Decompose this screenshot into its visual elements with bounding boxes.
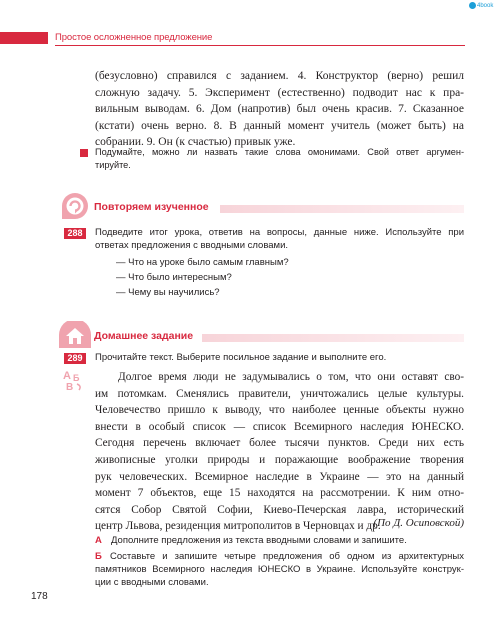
logo-dot-icon — [469, 2, 476, 9]
task-b-label: Б — [95, 551, 102, 562]
text-line: Человечество пришло к выводу, что наиболее ценные объекты нужно — [95, 404, 464, 417]
think-task-text — [95, 146, 464, 172]
question-item: — Что на уроке было самым главным? — [116, 257, 289, 268]
text-line: сятся Собор Святой Софии, Киево-Печерская лавра, исторический — [95, 503, 464, 516]
text-line: Долгое время люди не задумывались о том, что они оставят сво- — [118, 371, 464, 383]
review-section-title: Повторяем изученное — [94, 201, 209, 213]
question-item: — Чему вы научились? — [116, 287, 220, 298]
header-rule — [55, 45, 465, 46]
text-line: момент 7 объектов, еще 15 находятся на рассмотрении. К ним отно- — [95, 487, 464, 500]
text-line: Подведите итог урока, ответив на вопросы, данные ниже. Используйте при — [95, 227, 464, 238]
text-line: Сегодня перечень включает более тысячи пунктов. Среди них есть — [95, 437, 464, 450]
exercise-number-288: 288 — [64, 228, 86, 239]
running-header-title: Простое осложненное предложение — [55, 32, 213, 43]
svg-text:Б: Б — [73, 373, 80, 383]
text-line: собрании. 9. Он (к счастью) привык уже. — [95, 136, 296, 148]
text-line: рук человеческих. Всемирное наследие в Украине — это на данный — [95, 470, 464, 483]
review-section-rule — [220, 205, 464, 213]
text-line: (безусловно) справился с заданием. 4. Конструктор (верно) решил — [95, 70, 464, 82]
exercise-289-instruction — [95, 351, 464, 364]
text-line: ции с вводными словами. — [95, 577, 209, 588]
review-icon — [58, 192, 92, 220]
text-line: (кстати) очень верно. 8. В данный момент учитель (может быть) на — [95, 119, 464, 132]
task-a-text: Дополните предложения из текста вводными словами и запишите. — [111, 535, 407, 546]
text-line: им потомкам. Сменялись правители, уничтожались целые культуры. — [95, 387, 464, 400]
text-line: Прочитайте текст. Выберите посильное задание и выполните его. — [95, 352, 387, 363]
text-line: тируйте. — [95, 160, 131, 170]
task-a-label: А — [95, 535, 102, 546]
task-marker-square — [80, 149, 88, 157]
homework-section-title: Домашнее задание — [94, 330, 194, 342]
header-accent-bar — [0, 32, 48, 44]
house-icon — [58, 321, 92, 349]
logo-text: 4book — [477, 3, 494, 10]
text-line: внести в особый список — список Всемирного наследия ЮНЕСКО. — [95, 420, 464, 433]
text-line: центр Львова, резиденция митрополитов в Черновцах и др. — [95, 520, 381, 533]
text-line: Подумайте, можно ли назвать такие слова омонимами. Свой ответ аргумен- — [95, 147, 464, 157]
abc-icon — [62, 368, 86, 392]
exercise-number-289: 289 — [64, 353, 86, 364]
task-b-text — [95, 550, 464, 589]
continued-exercise-text — [95, 68, 464, 151]
question-item: — Что было интересным? — [116, 272, 232, 283]
page-number: 178 — [31, 591, 48, 602]
text-line: сложную задачу. 5. Эксперимент (естественно) подводит нас к пра- — [95, 86, 464, 99]
text-line: вильным выводам. 6. Дом (напротив) был очень красив. 7. Сказанное — [95, 103, 464, 115]
text-line: ответах предложения с вводными словами. — [95, 240, 289, 251]
text-line: памятников Всемирного наследия ЮНЕСКО в Украине. Используйте конструк- — [95, 564, 464, 575]
corner-logo — [469, 2, 493, 9]
exercise-289-text — [95, 369, 464, 535]
exercise-288-text — [95, 226, 464, 252]
svg-text:A: A — [63, 370, 71, 382]
text-line: Составьте и запишите четыре предложения об одном из архитектурных — [110, 551, 464, 562]
svg-text:В: В — [66, 382, 74, 392]
text-source: (По Д. Осиповской) — [373, 517, 464, 529]
text-line: живописные уголки природы и поражающие воображение творения — [95, 453, 464, 466]
homework-section-rule — [202, 334, 464, 342]
